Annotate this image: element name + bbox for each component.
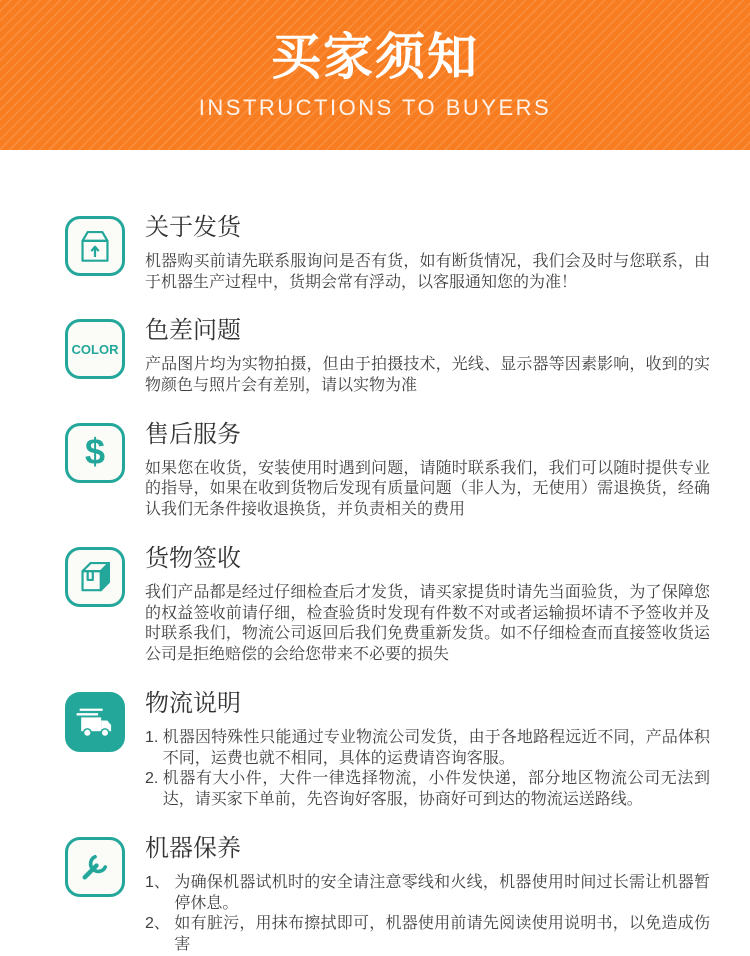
- list-marker: 2、: [145, 915, 175, 933]
- package-up-arrow-icon: [65, 216, 125, 276]
- list-marker: 1.: [145, 728, 163, 746]
- cube-package-icon: [65, 547, 125, 607]
- list-item: [145, 873, 710, 915]
- page-title: 买家须知: [271, 29, 479, 85]
- delivery-truck-icon: [65, 692, 125, 752]
- list-text: 为确保机器试机时的安全请注意零线和火线，机器使用时间过长需让机器暂停休息。: [174, 873, 710, 912]
- section-after-sales: [65, 421, 710, 521]
- section-list: [145, 728, 710, 811]
- wrench-icon: [65, 837, 125, 897]
- color-badge-icon: [65, 319, 125, 379]
- list-text: 如有脏污，用抹布擦拭即可，机器使用前请先阅读使用说明书，以免造成伤害: [174, 915, 710, 954]
- list-marker: 2.: [145, 770, 163, 788]
- section-body: 机器购买前请先联系服询问是否有货，如有断货情况，我们会及时与您联系，由于机器生产过程中，货期会常有浮动，以客服通知您的为准！: [145, 252, 710, 291]
- section-title: 机器保养: [145, 834, 241, 862]
- section-title: 物流说明: [145, 689, 241, 717]
- section-title: 色差问题: [145, 317, 241, 345]
- section-title: 货物签收: [145, 544, 241, 572]
- section-title: 售后服务: [145, 420, 241, 448]
- section-color: [65, 317, 710, 396]
- section-title: 关于发货: [145, 214, 241, 241]
- section-body: 如果您在收货，安装使用时遇到问题，请随时联系我们，我们可以随时提供专业的指导，如果在收到货物后发现有质量问题（非人为，无使用）需退换货，经确认我们无条件接收退换货，并负责相关的费用: [145, 459, 710, 519]
- list-text: 机器因特殊性只能通过专业物流公司发货，由于各地路程远近不同，产品体积不同，运费也就不相同，具体的运费请咨询客服。: [162, 728, 710, 767]
- section-receipt: [65, 545, 710, 666]
- section-body: 我们产品都是经过仔细检查后才发货，请买家提货时请先当面验货，为了保障您的权益签收前请仔细，检查验货时发现有件数不对或者运输损坏请不予签收并及时联系我们，物流公司返回后我们免费重新发货。如不仔细检查而直接签收货运公司是拒绝赔偿的会给您带来不必要的损失: [145, 583, 710, 664]
- section-logistics: [65, 690, 710, 811]
- section-shipping: [65, 214, 710, 293]
- section-list: [145, 873, 710, 956]
- section-maintenance: [65, 835, 710, 956]
- list-text: 机器有大小件，大件一律选择物流，小件发快递，部分地区物流公司无法到达，请买家下单前，先咨询好客服，协商好可到达的物流运送路线。: [162, 770, 710, 809]
- header-banner: [0, 0, 750, 150]
- list-item: [145, 728, 710, 770]
- page-subtitle: INSTRUCTIONS TO BUYERS: [198, 95, 552, 120]
- notice-sections: [0, 150, 750, 956]
- list-item: [145, 769, 710, 811]
- dollar-icon: [65, 423, 125, 483]
- color-badge-label: COLOR: [71, 341, 119, 357]
- section-body: 产品图片均为实物拍摄，但由于拍摄技术，光线、显示器等因素影响，收到的实物颜色与照片会有差别，请以实物为准: [145, 356, 710, 394]
- list-marker: 1、: [145, 873, 175, 891]
- list-item: [145, 914, 710, 956]
- dollar-glyph: $: [84, 430, 106, 472]
